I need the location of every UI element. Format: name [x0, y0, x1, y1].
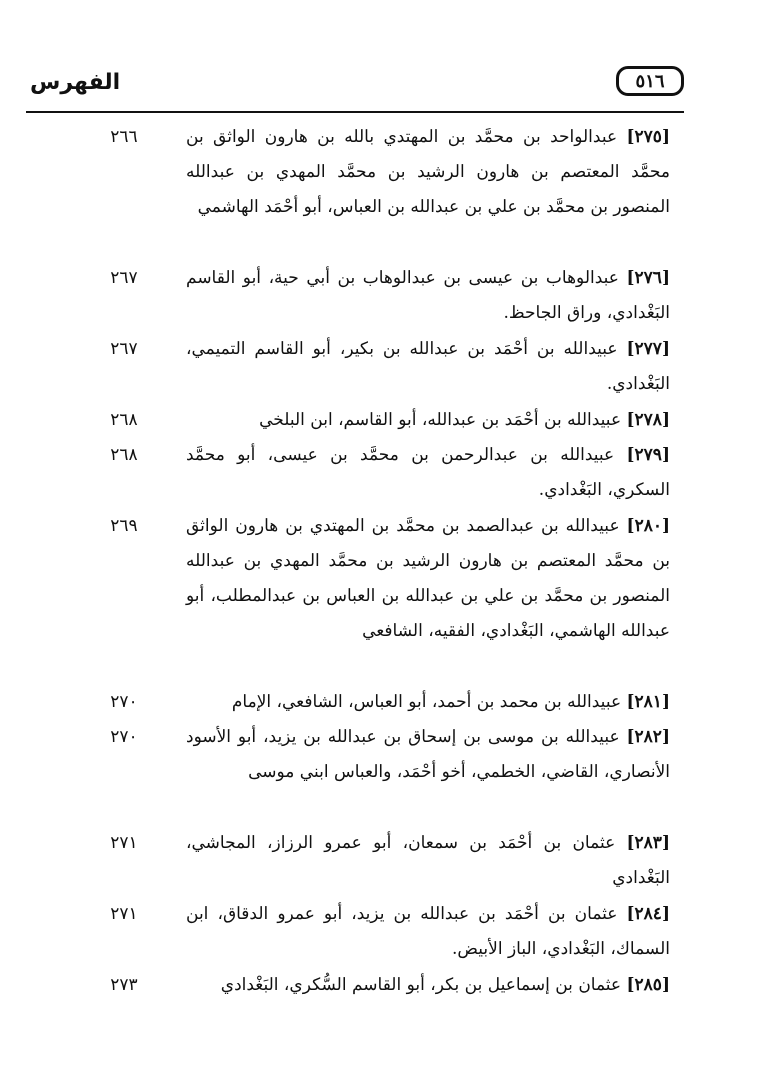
- entry-name: عبيدالله بن عبدالصمد بن محمَّد بن المهتدي بن هارون الواثق بن محمَّد المعتصم بن هارون الرشيد بن محمَّد المهدي بن عبدالله المنصور بن محمَّد بن علي بن عبدالله بن العباس بن عبدالمطلب، أبو عبدالله الهاشمي، البَغْدادي، الفقيه، الشافعي: [186, 516, 670, 641]
- entry-page-number: ٢٧٠: [110, 692, 138, 712]
- entry-page-number: ٢٦٧: [110, 339, 138, 359]
- entry-name: عبيدالله بن أحْمَد بن عبدالله، أبو القاسم، ابن البلخي: [259, 410, 622, 430]
- entry-page-number: ٢٧١: [110, 904, 138, 924]
- entry-number: [٢٨٥]: [626, 975, 670, 995]
- entry-name: عبيدالله بن عبدالرحمن بن محمَّد بن عيسى، أبو محمَّد السكري، البَغْدادي.: [186, 445, 670, 500]
- entry-page-number: ٢٦٨: [110, 410, 138, 430]
- entry-text: [186, 261, 670, 331]
- entry-name: عبدالواحد بن محمَّد بن المهتدي بالله بن هارون الواثق بن محمَّد المعتصم بن هارون الرشيد بن محمَّد المهدي بن عبدالله المنصور بن محمَّد بن علي بن عبدالله بن العباس، أبو أحْمَد الهاشمي: [186, 127, 670, 217]
- header-title: الفهرس: [30, 70, 121, 95]
- entry-number: [٢٧٦]: [626, 268, 670, 288]
- entry-number: [٢٨٢]: [626, 727, 670, 747]
- entry-name: عبيدالله بن أحْمَد بن عبدالله بن بكير، أبو القاسم التميمي، البَغْدادي.: [186, 339, 670, 394]
- entry-text: [186, 438, 670, 508]
- entry-page-number: ٢٦٧: [110, 268, 138, 288]
- entry-number: [٢٧٧]: [626, 339, 670, 359]
- entry-text: [186, 897, 670, 967]
- entry-name: عبيدالله بن محمد بن أحمد، أبو العباس، الشافعي، الإمام: [231, 692, 622, 712]
- entry-number: [٢٨٣]: [626, 833, 670, 853]
- entry-text: [186, 120, 670, 225]
- entry-number: [٢٧٩]: [626, 445, 670, 465]
- entry-name: عثمان بن أحْمَد بن عبدالله بن يزيد، أبو عمرو الدقاق، ابن السماك، البَغْدادي، الباز الأبيض.: [186, 904, 670, 959]
- entry-name: عبيدالله بن موسى بن إسحاق بن عبدالله بن يزيد، أبو الأسود الأنصاري، القاضي، الخطمي، أخو أحْمَد، والعباس ابني موسى: [186, 727, 670, 782]
- entry-text: [186, 720, 670, 790]
- entry-text: [186, 509, 670, 649]
- entry-page-number: ٢٧٣: [110, 975, 138, 995]
- entry-page-number: ٢٦٦: [110, 127, 138, 147]
- entry-number: [٢٨٠]: [626, 516, 671, 536]
- entry-number: [٢٨٤]: [626, 904, 670, 924]
- page-header: [26, 66, 684, 108]
- entry-name: عثمان بن إسماعيل بن بكر، أبو القاسم السُّكري، البَغْدادي: [220, 975, 622, 995]
- entry-text: [186, 685, 670, 720]
- entry-text: [186, 968, 670, 1003]
- entry-name: عثمان بن أحْمَد بن سمعان، أبو عمرو الرزاز، المجاشي، البَغْدادي: [186, 833, 670, 888]
- entry-number: [٢٨١]: [626, 692, 670, 712]
- entry-page-number: ٢٦٩: [110, 516, 138, 536]
- entry-page-number: ٢٧٠: [110, 727, 138, 747]
- header-rule: [26, 111, 684, 113]
- entry-text: [186, 403, 670, 438]
- entry-name: عبدالوهاب بن عيسى بن عبدالوهاب بن أبي حية، أبو القاسم البَغْدادي، وراق الجاحظ.: [186, 268, 670, 323]
- entry-number: [٢٧٥]: [626, 127, 670, 147]
- page-number: ٥١٦: [616, 66, 684, 96]
- entry-text: [186, 826, 670, 896]
- entry-page-number: ٢٧١: [110, 833, 138, 853]
- entry-page-number: ٢٦٨: [110, 445, 138, 465]
- entry-number: [٢٧٨]: [626, 410, 670, 430]
- entry-text: [186, 332, 670, 402]
